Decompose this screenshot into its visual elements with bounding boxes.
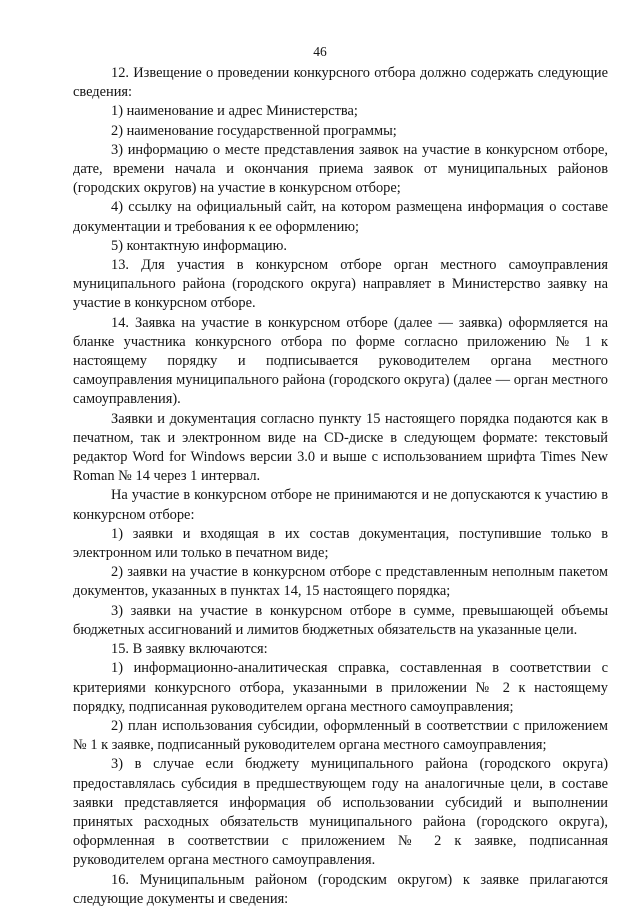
- list-item-subsidy-plan: 2) план использования субсидии, оформленный в соответствии с приложением № 1 к заявке, подписанный руководителем органа местного самоуправления;: [73, 717, 608, 754]
- paragraph-12-notice-contents: 12. Извещение о проведении конкурсного отбора должно содержать следующие сведения:: [73, 65, 608, 101]
- document-body: [73, 64, 608, 909]
- list-item-single-format-only: 1) заявки и входящая в их состав документация, поступившие только в электронном или только в печатном виде;: [73, 525, 608, 562]
- paragraph-submission-format: Заявки и документация согласно пункту 15 настоящего порядка подаются как в печатном, так и электронном виде на CD-диске в следующем формате: текстовый редактор Word for Windows версии 3.0 и выше с использованием шрифта Times New Roman № 14 через 1 интервал.: [73, 410, 608, 485]
- list-item-official-site-link: 4) ссылку на официальный сайт, на котором размещена информация о составе документации и требования к ее оформлению;: [73, 199, 608, 235]
- list-item-program-name: 2) наименование государственной программы;: [111, 122, 397, 139]
- list-item-analytical-note: 1) информационно-аналитическая справка, составленная в соответствии с критериями конкурсного отбора, указанными в приложении № 2 к настоящему порядку, подписанная руководителем органа местного самоуправления;: [73, 660, 608, 715]
- list-item-contact-info: 5) контактную информацию.: [111, 237, 287, 254]
- paragraph-14-application-form: 14. Заявка на участие в конкурсном отборе (далее — заявка) оформляется на бланке участника конкурсного отбора по форме согласно приложению № 1 к настоящему порядку и подписывается руководителем органа местного самоуправления муниципального района (городского округа) (далее — орган местного самоуправления).: [73, 314, 608, 408]
- page-number: 46: [313, 44, 327, 59]
- list-item-previous-subsidy-info: 3) в случае если бюджету муниципального района (городского округа) предоставлялась субсидия в предшествующем году на аналогичные цели, в составе заявки представляется информация об использовании субсидий и выполнении принятых расходных обязательств муниципального района (городского округа), оформленная в соответствии с приложением № 2 к заявке, подписанная руководителем органа местного самоуправления.: [73, 756, 608, 869]
- list-item-application-place-time: 3) информацию о месте представления заявок на участие в конкурсном отборе, дате, времени начала и окончания приема заявок от муниципальных районов (городских округов) на участие в конкурсном отборе;: [73, 141, 608, 197]
- list-item-exceeding-amount: 3) заявки на участие в конкурсном отборе в сумме, превышающей объемы бюджетных ассигнований и лимитов бюджетных обязательств на указанные цели.: [73, 602, 608, 638]
- paragraph-16-attached-documents: 16. Муниципальным районом (городским округом) к заявке прилагаются следующие документы и сведения:: [73, 871, 608, 907]
- list-item-incomplete-package: 2) заявки на участие в конкурсном отборе с представленным неполным пакетом документов, указанных в пунктах 14, 15 настоящего порядка;: [73, 564, 608, 600]
- paragraph-15-application-includes: 15. В заявку включаются:: [111, 641, 268, 658]
- paragraph-not-accepted: На участие в конкурсном отборе не принимаются и не допускаются к участию в конкурсном отборе:: [73, 487, 608, 523]
- paragraph-13-participation: 13. Для участия в конкурсном отборе орган местного самоуправления муниципального района (городского округа) направляет в Министерство заявку на участие в конкурсном отборе.: [73, 257, 608, 312]
- list-item-ministry-name: 1) наименование и адрес Министерства;: [111, 103, 358, 120]
